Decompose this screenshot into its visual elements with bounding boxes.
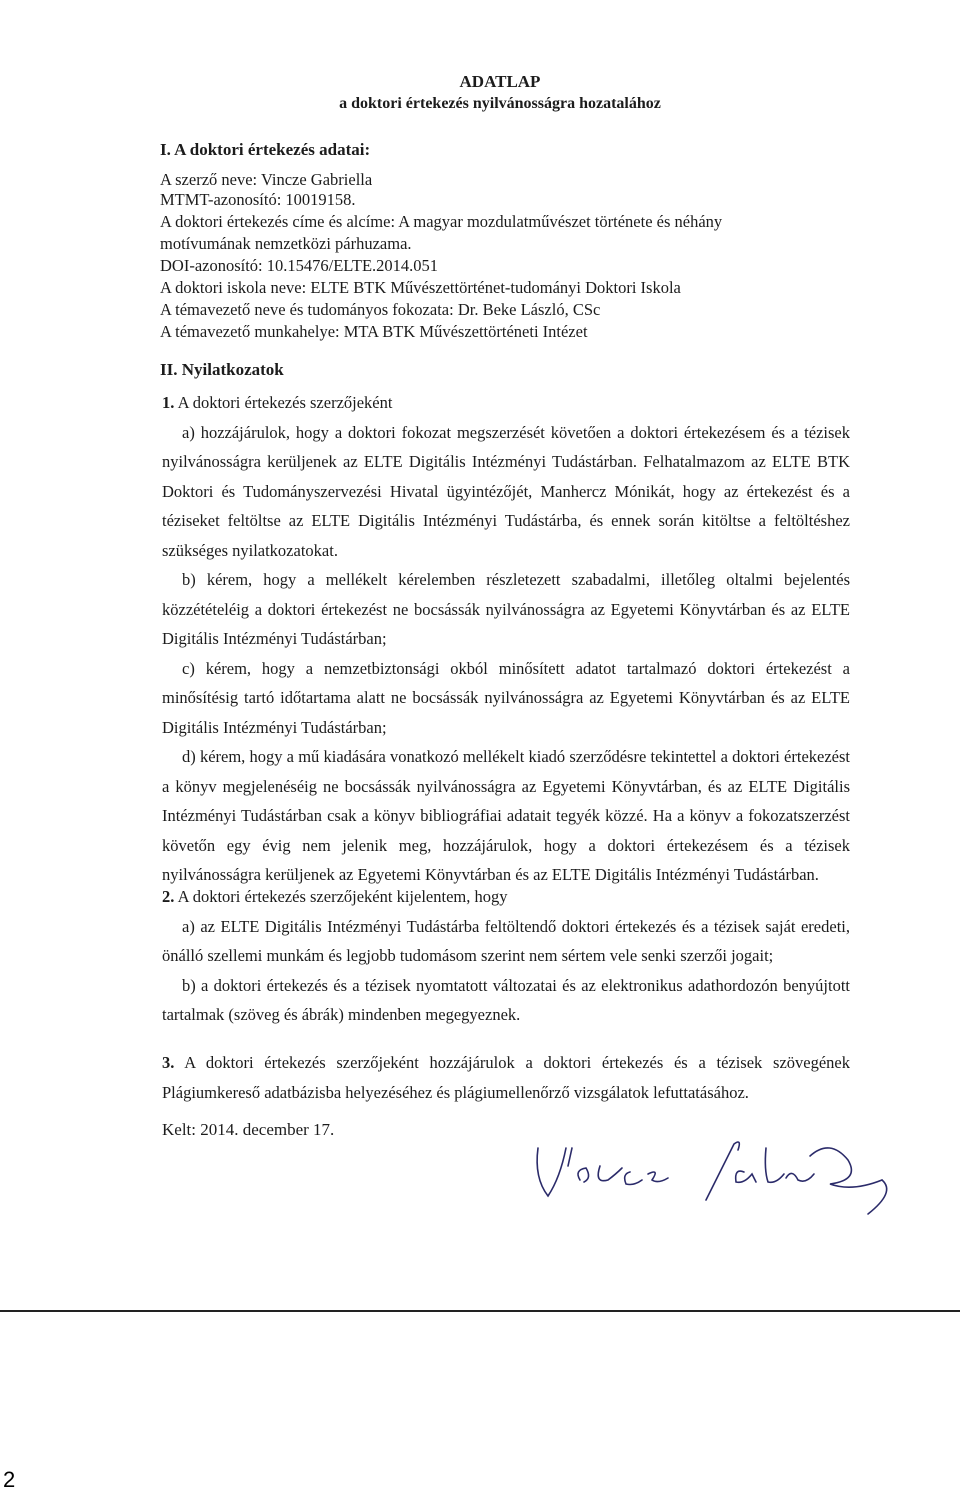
doi-line: DOI-azonosító: 10.15476/ELTE.2014.051 (160, 256, 439, 275)
document-subtitle: a doktori értekezés nyilvánosságra hozatalához (339, 95, 661, 112)
declaration-2a: a) az ELTE Digitális Intézményi Tudástárba feltöltendő doktori értekezés és a tézisek saját eredeti, önálló szellemi munkám és legjobb tudomásom szerint nem sértem vele senki szerzői jogait; (162, 916, 850, 965)
supervisor-line: A témavezető neve és tudományos fokozata: Dr. Beke László, CSc (160, 300, 601, 319)
declaration-1d: d) kérem, hogy a mű kiadására vonatkozó mellékelt kiadó szerződésre tekintettel a doktori értekezést a könyv megjelenéséig ne bocsássák nyilvánosságra az Egyetemi Könyvtárban, és az ELTE Digitális Intézményi Tudástárban csak a könyv bibliográfiai adatait tegyék közzé. Ha a könyv a fokozatszerzést követőn egy évig nem jelenik meg, hozzájárulok, hogy a doktori értekezésem és a tézisek nyilvánosságra kerüljenek az Egyetemi Könyvtárban és az ELTE Digitális Intézményi Tudástárban. (162, 747, 850, 884)
title-line-1: A doktori értekezés címe és alcíme: A magyar mozdulatművészet története és néhány (160, 212, 723, 231)
date-line: Kelt: 2014. december 17. (162, 1120, 335, 1139)
author-line: A szerző neve: Vincze Gabriella (160, 170, 373, 189)
declaration-3-number: 3. (162, 1053, 175, 1072)
declaration-2-number: 2. (162, 887, 175, 906)
doctoral-school-line: A doktori iskola neve: ELTE BTK Művészettörténet-tudományi Doktori Iskola (160, 278, 681, 297)
declaration-3-text: 3. A doktori értekezés szerzőjeként hozzájárulok a doktori értekezés és a tézisek szövegének Plágiumkereső adatbázisba helyezéséhez és plágiumellenőrző vizsgálatok lefuttatásához. (162, 1053, 850, 1102)
document-title: ADATLAP (459, 72, 541, 91)
declaration-1-number: 1. (162, 393, 175, 412)
declaration-2-intro: 2. A doktori értekezés szerzőjeként kijelentem, hogy (162, 887, 508, 906)
declaration-2b: b) a doktori értekezés és a tézisek nyomtatott változatai és az elektronikus adathordozón benyújtott tartalmak (szöveg és ábrák) mindenben megegyeznek. (162, 975, 850, 1024)
declaration-3 (162, 1048, 850, 1107)
declaration-1 (162, 388, 850, 890)
declaration-2 (162, 882, 850, 1030)
declaration-1-intro: 1. A doktori értekezés szerzőjeként (162, 393, 393, 412)
page-number: 2 (3, 1467, 16, 1492)
page-bottom-rule (0, 1310, 960, 1312)
section-1-heading: I. A doktori értekezés adatai: (160, 140, 371, 159)
mtmt-line: MTMT-azonosító: 10019158. (160, 190, 356, 209)
supervisor-workplace-line: A témavezető munkahelye: MTA BTK Művészettörténeti Intézet (160, 322, 588, 341)
section-2-heading: II. Nyilatkozatok (160, 360, 284, 379)
declaration-1c: c) kérem, hogy a nemzetbiztonsági okból minősített adatot tartalmazó doktori értekezést a minősítésig tartó időtartama alatt ne bocsássák nyilvánosságra az Egyetemi Könyvtárban és az ELTE Digitális Intézményi Tudástárban; (162, 658, 850, 737)
declaration-1b: b) kérem, hogy a mellékelt kérelemben részletezett szabadalmi, illetőleg oltalmi bejelentés közzétételéig a doktori értekezést ne bocsássák nyilvánosságra az Egyetemi Könyvtárban és az ELTE Digitális Intézményi Tudástárban; (162, 570, 850, 648)
title-line-2: motívumának nemzetközi párhuzama. (160, 234, 412, 253)
handwritten-signature (530, 1108, 910, 1228)
declaration-1a: a) hozzájárulok, hogy a doktori fokozat megszerzését követően a doktori értekezésem és a tézisek nyilvánosságra kerüljenek az ELTE Digitális Intézményi Tudástárban. Felhatalmazom az ELTE BTK Doktori és Tudományszervezési Hivatal ügyintézőjét, Manhercz Mónikát, hogy az értekezést és a téziseket feltöltse az ELTE Digitális Intézményi Tudástárba, és ennek során kitöltse a feltöltéshez szükséges nyilatkozatokat. (162, 422, 850, 560)
